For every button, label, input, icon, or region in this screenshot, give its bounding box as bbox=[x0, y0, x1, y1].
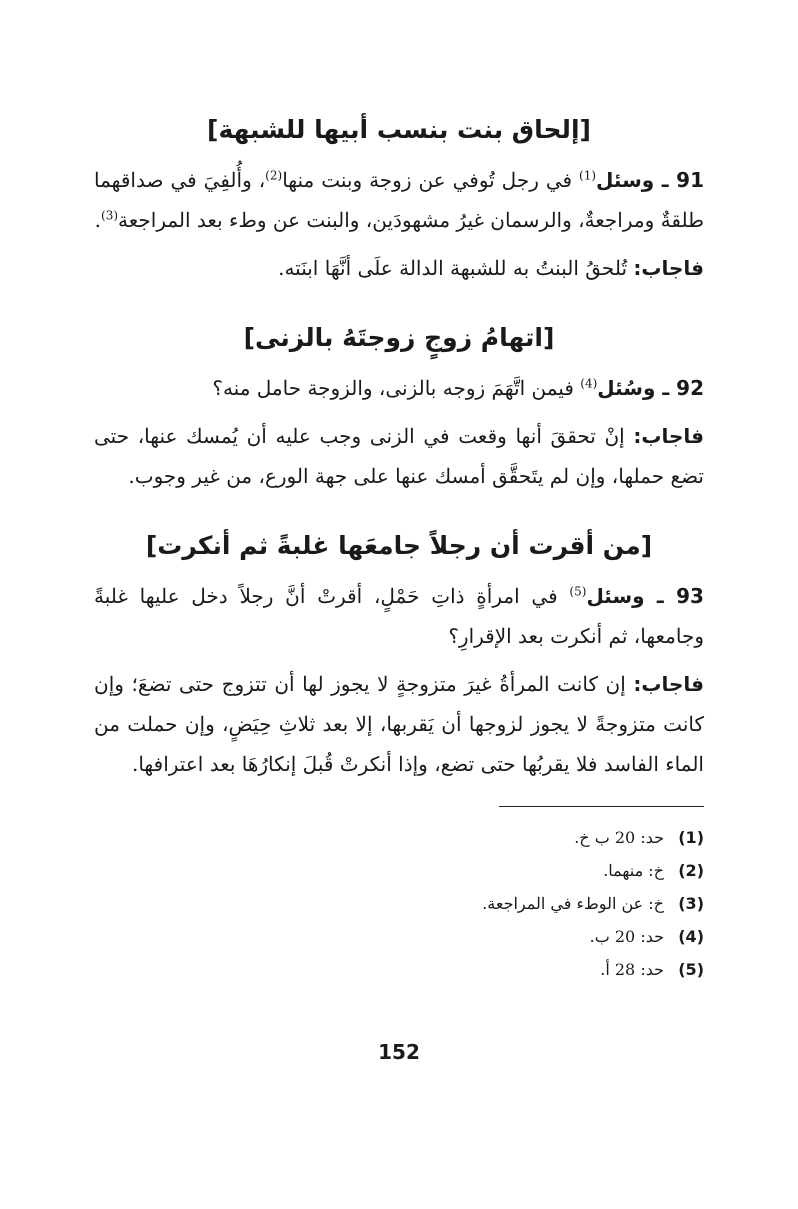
footnote-divider bbox=[499, 806, 704, 807]
footnote-item bbox=[94, 920, 704, 953]
footnotes bbox=[94, 821, 704, 986]
footnote-number: (4) bbox=[678, 927, 704, 946]
footnote-ref[interactable]: (4) bbox=[580, 376, 598, 391]
footnote-ref[interactable]: (2) bbox=[265, 168, 283, 183]
answer-text: إن كانت المرأةُ غيرَ متزوجةٍ لا يجوز لها أن تتزوج حتى تضعَ؛ وإن كانت متزوجةً لا يجوز لزوجها أن يَقربها، إلا بعد ثلاثِ حِيَضٍ، وإن حملت من الماء الفاسد فلا يقربُها حتى تضع، وإذا أنكرتْ قُبلَ إنكارُهَا بعد اعترافها. bbox=[94, 672, 704, 776]
question-text: في رجل تُوفي عن زوجة وبنت منها bbox=[282, 168, 580, 192]
page-body bbox=[94, 108, 704, 986]
footnote-ref[interactable]: (5) bbox=[569, 584, 587, 599]
footnote-text: حد: 20 ب خ. bbox=[574, 828, 664, 847]
section-heading: [إلحاق بنت بنسب أبيها للشبهة] bbox=[207, 115, 591, 144]
footnote-ref[interactable]: (3) bbox=[101, 208, 119, 223]
footnote-number: (2) bbox=[678, 861, 704, 880]
answer-lead: فاجاب: bbox=[633, 256, 704, 280]
question-lead: 93 ـ وسئل bbox=[586, 584, 704, 608]
answer-text: إنْ تحققَ أنها وقعت في الزنى وجب عليه أن يُمسك عنها، حتى تضع حملها، وإن لم يتَحقَّق أمسك عنها على جهة الورع، من غير وجوب. bbox=[94, 424, 704, 488]
footnote-number: (3) bbox=[678, 894, 704, 913]
question-text: ، وأُلفِيَ في صداقهما طلقةٌ ومراجعةٌ، والرسمان غيرُ مشهودَين، والبنت عن وطء بعد المراجعة bbox=[94, 168, 704, 232]
footnote-item bbox=[94, 887, 704, 920]
answer-lead: فاجاب: bbox=[633, 672, 704, 696]
question-text: فيمن اتَّهَمَ زوجه بالزنى، والزوجة حامل منه؟ bbox=[212, 376, 581, 400]
footnote-item bbox=[94, 854, 704, 887]
question-text: في امرأةٍ ذاتِ حَمْلٍ، أقرتْ أنَّ رجلاً دخل عليها غلبةً وجامعها، ثم أنكرت بعد الإقرارِ؟ bbox=[94, 584, 704, 648]
section-heading: [من أقرت أن رجلاً جامعَها غلبةً ثم أنكرت] bbox=[145, 531, 653, 560]
question-lead: 91 ـ وسئل bbox=[596, 168, 704, 192]
answer-paragraph bbox=[94, 416, 704, 496]
page-number: 152 bbox=[378, 1040, 420, 1064]
answer-paragraph bbox=[94, 248, 704, 288]
footnote-ref[interactable]: (1) bbox=[579, 168, 597, 183]
question-lead: 92 ـ وسُئل bbox=[597, 376, 704, 400]
section-heading: [اتهامُ زوجٍ زوجتَهُ بالزنى] bbox=[243, 323, 555, 352]
question-text: . bbox=[94, 208, 102, 232]
footnote-item bbox=[94, 821, 704, 854]
answer-paragraph bbox=[94, 664, 704, 784]
footnote-number: (1) bbox=[678, 828, 704, 847]
footnote-text: حد: 28 أ. bbox=[600, 960, 664, 979]
question-paragraph bbox=[94, 368, 704, 408]
question-paragraph bbox=[94, 160, 704, 240]
question-paragraph bbox=[94, 576, 704, 656]
footnote-text: خ: عن الوطء في المراجعة. bbox=[482, 894, 664, 913]
footnote-item bbox=[94, 953, 704, 986]
footnote-text: حد: 20 ب. bbox=[589, 927, 664, 946]
answer-lead: فاجاب: bbox=[633, 424, 704, 448]
answer-text: تُلحقُ البنتُ به للشبهة الدالة علَى أنَّهَا ابنَته. bbox=[278, 256, 634, 280]
footnote-number: (5) bbox=[678, 960, 704, 979]
footnote-text: خ: منهما. bbox=[603, 861, 664, 880]
